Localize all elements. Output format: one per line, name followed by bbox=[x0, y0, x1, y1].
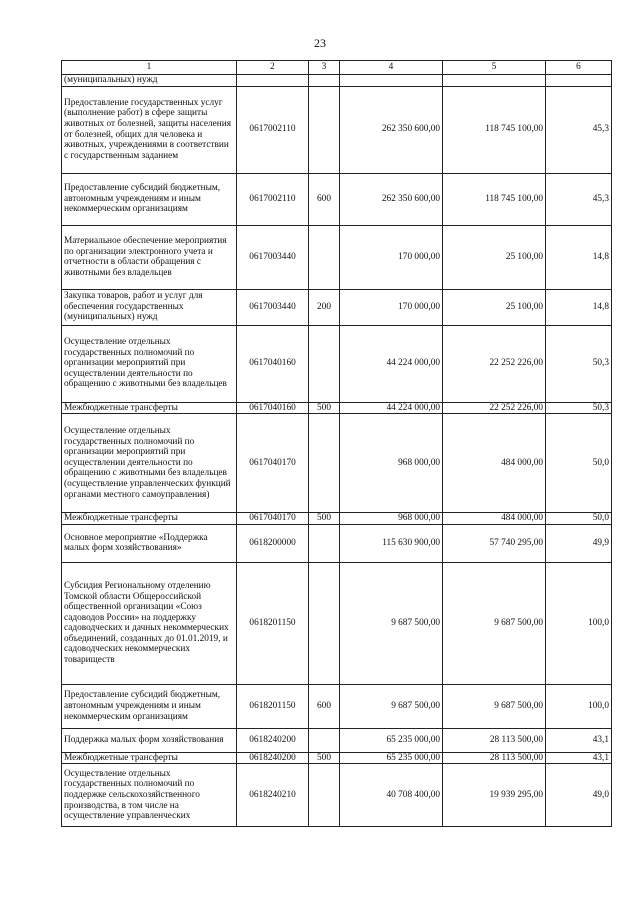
plan-cell: 9 687 500,00 bbox=[340, 684, 443, 728]
fact-cell: 19 939 295,00 bbox=[443, 764, 546, 827]
col-header-2: 2 bbox=[237, 61, 309, 75]
plan-cell: 44 224 000,00 bbox=[340, 325, 443, 402]
percent-cell: 45,3 bbox=[546, 86, 612, 173]
table-row bbox=[62, 524, 612, 562]
table-row bbox=[62, 764, 612, 827]
percent-cell: 43,1 bbox=[546, 728, 612, 752]
code-cell: 0618240200 bbox=[237, 752, 309, 764]
name-cell: Межбюджетные трансферты bbox=[62, 402, 237, 414]
code-cell: 0617040170 bbox=[237, 414, 309, 513]
percent-cell: 14,8 bbox=[546, 225, 612, 289]
kind-cell: 200 bbox=[309, 289, 340, 325]
kind-cell: 500 bbox=[309, 402, 340, 414]
name-cell: Предоставление субсидий бюджетным, автономным учреждениям и иным некоммерческим организациям bbox=[62, 173, 237, 225]
fact-cell: 57 740 295,00 bbox=[443, 524, 546, 562]
name-cell: Материальное обеспечение мероприятия по организации электронного учета и отчетности в области обращения с животными без владельцев bbox=[62, 225, 237, 289]
name-cell: Осуществление отдельных государственных полномочий по организации мероприятий при осуществлении деятельности по обращению с животными без владельцев bbox=[62, 325, 237, 402]
table-row bbox=[62, 86, 612, 173]
percent-cell: 49,0 bbox=[546, 764, 612, 827]
fact-cell: 22 252 226,00 bbox=[443, 402, 546, 414]
percent-cell: 50,0 bbox=[546, 513, 612, 525]
fact-cell: 28 113 500,00 bbox=[443, 752, 546, 764]
plan-cell bbox=[340, 75, 443, 87]
table-row bbox=[62, 752, 612, 764]
kind-cell bbox=[309, 524, 340, 562]
table-row bbox=[62, 684, 612, 728]
kind-cell bbox=[309, 728, 340, 752]
percent-cell: 50,0 bbox=[546, 414, 612, 513]
code-cell: 0618201150 bbox=[237, 562, 309, 684]
page-number: 23 bbox=[314, 36, 326, 50]
code-cell: 0617003440 bbox=[237, 289, 309, 325]
fact-cell: 118 745 100,00 bbox=[443, 86, 546, 173]
table-row bbox=[62, 513, 612, 525]
percent-cell: 50,3 bbox=[546, 325, 612, 402]
plan-cell: 262 350 600,00 bbox=[340, 86, 443, 173]
col-header-4: 4 bbox=[340, 61, 443, 75]
kind-cell bbox=[309, 562, 340, 684]
table-row bbox=[62, 402, 612, 414]
table-row bbox=[62, 325, 612, 402]
kind-cell bbox=[309, 75, 340, 87]
plan-cell: 9 687 500,00 bbox=[340, 562, 443, 684]
code-cell: 0618240210 bbox=[237, 764, 309, 827]
fact-cell bbox=[443, 75, 546, 87]
table-row bbox=[62, 414, 612, 513]
name-cell: Межбюджетные трансферты bbox=[62, 513, 237, 525]
name-cell: Закупка товаров, работ и услуг для обеспечения государственных (муниципальных) нужд bbox=[62, 289, 237, 325]
code-cell: 0617002110 bbox=[237, 173, 309, 225]
table-row bbox=[62, 562, 612, 684]
name-cell: (муниципальных) нужд bbox=[62, 75, 237, 87]
col-header-5: 5 bbox=[443, 61, 546, 75]
name-cell: Предоставление субсидий бюджетным, автономным учреждениям и иным некоммерческим организациям bbox=[62, 684, 237, 728]
code-cell: 0618240200 bbox=[237, 728, 309, 752]
plan-cell: 115 630 900,00 bbox=[340, 524, 443, 562]
kind-cell: 500 bbox=[309, 752, 340, 764]
code-cell: 0617040160 bbox=[237, 402, 309, 414]
name-cell: Межбюджетные трансферты bbox=[62, 752, 237, 764]
name-cell: Предоставление государственных услуг (выполнение работ) в сфере защиты животных от болезней, защиты населения от болезней, общих для человека и животных, учреждениями в соответствии с государственным заданием bbox=[62, 86, 237, 173]
table-header-row bbox=[62, 61, 612, 75]
fact-cell: 9 687 500,00 bbox=[443, 562, 546, 684]
name-cell: Осуществление отдельных государственных полномочий по поддержке сельскохозяйственного производства, в том числе на осуществление управленческих bbox=[62, 764, 237, 827]
kind-cell: 600 bbox=[309, 684, 340, 728]
kind-cell bbox=[309, 86, 340, 173]
fact-cell: 9 687 500,00 bbox=[443, 684, 546, 728]
percent-cell: 14,8 bbox=[546, 289, 612, 325]
table-row bbox=[62, 289, 612, 325]
name-cell: Субсидия Региональному отделению Томской области Общероссийской общественной организации «Союз садоводов России» на поддержку садоводческих и дачных некоммерческих объединений, созданных до 01.01.2019, и садоводческих некоммерческих товариществ bbox=[62, 562, 237, 684]
name-cell: Осуществление отдельных государственных полномочий по организации мероприятий при осуществлении деятельности по обращению с животными без владельцев (осуществление управленческих функций органами местного самоуправления) bbox=[62, 414, 237, 513]
budget-table bbox=[61, 60, 612, 827]
table-row bbox=[62, 173, 612, 225]
plan-cell: 44 224 000,00 bbox=[340, 402, 443, 414]
plan-cell: 170 000,00 bbox=[340, 225, 443, 289]
plan-cell: 968 000,00 bbox=[340, 414, 443, 513]
plan-cell: 40 708 400,00 bbox=[340, 764, 443, 827]
percent-cell: 100,0 bbox=[546, 562, 612, 684]
kind-cell bbox=[309, 764, 340, 827]
table-row bbox=[62, 728, 612, 752]
kind-cell bbox=[309, 225, 340, 289]
percent-cell: 50,3 bbox=[546, 402, 612, 414]
code-cell: 0617003440 bbox=[237, 225, 309, 289]
kind-cell: 500 bbox=[309, 513, 340, 525]
plan-cell: 65 235 000,00 bbox=[340, 752, 443, 764]
table-row bbox=[62, 75, 612, 87]
kind-cell: 600 bbox=[309, 173, 340, 225]
fact-cell: 484 000,00 bbox=[443, 414, 546, 513]
fact-cell: 22 252 226,00 bbox=[443, 325, 546, 402]
fact-cell: 25 100,00 bbox=[443, 225, 546, 289]
plan-cell: 170 000,00 bbox=[340, 289, 443, 325]
fact-cell: 484 000,00 bbox=[443, 513, 546, 525]
code-cell: 0618201150 bbox=[237, 684, 309, 728]
kind-cell bbox=[309, 325, 340, 402]
code-cell: 0618200000 bbox=[237, 524, 309, 562]
plan-cell: 65 235 000,00 bbox=[340, 728, 443, 752]
col-header-6: 6 bbox=[546, 61, 612, 75]
code-cell bbox=[237, 75, 309, 87]
code-cell: 0617040170 bbox=[237, 513, 309, 525]
plan-cell: 968 000,00 bbox=[340, 513, 443, 525]
code-cell: 0617002110 bbox=[237, 86, 309, 173]
plan-cell: 262 350 600,00 bbox=[340, 173, 443, 225]
kind-cell bbox=[309, 414, 340, 513]
name-cell: Основное мероприятие «Поддержка малых форм хозяйствования» bbox=[62, 524, 237, 562]
fact-cell: 25 100,00 bbox=[443, 289, 546, 325]
percent-cell bbox=[546, 75, 612, 87]
code-cell: 0617040160 bbox=[237, 325, 309, 402]
fact-cell: 118 745 100,00 bbox=[443, 173, 546, 225]
name-cell: Поддержка малых форм хозяйствования bbox=[62, 728, 237, 752]
percent-cell: 43,1 bbox=[546, 752, 612, 764]
col-header-3: 3 bbox=[309, 61, 340, 75]
fact-cell: 28 113 500,00 bbox=[443, 728, 546, 752]
percent-cell: 100,0 bbox=[546, 684, 612, 728]
percent-cell: 45,3 bbox=[546, 173, 612, 225]
col-header-1: 1 bbox=[62, 61, 237, 75]
percent-cell: 49,9 bbox=[546, 524, 612, 562]
table-row bbox=[62, 225, 612, 289]
